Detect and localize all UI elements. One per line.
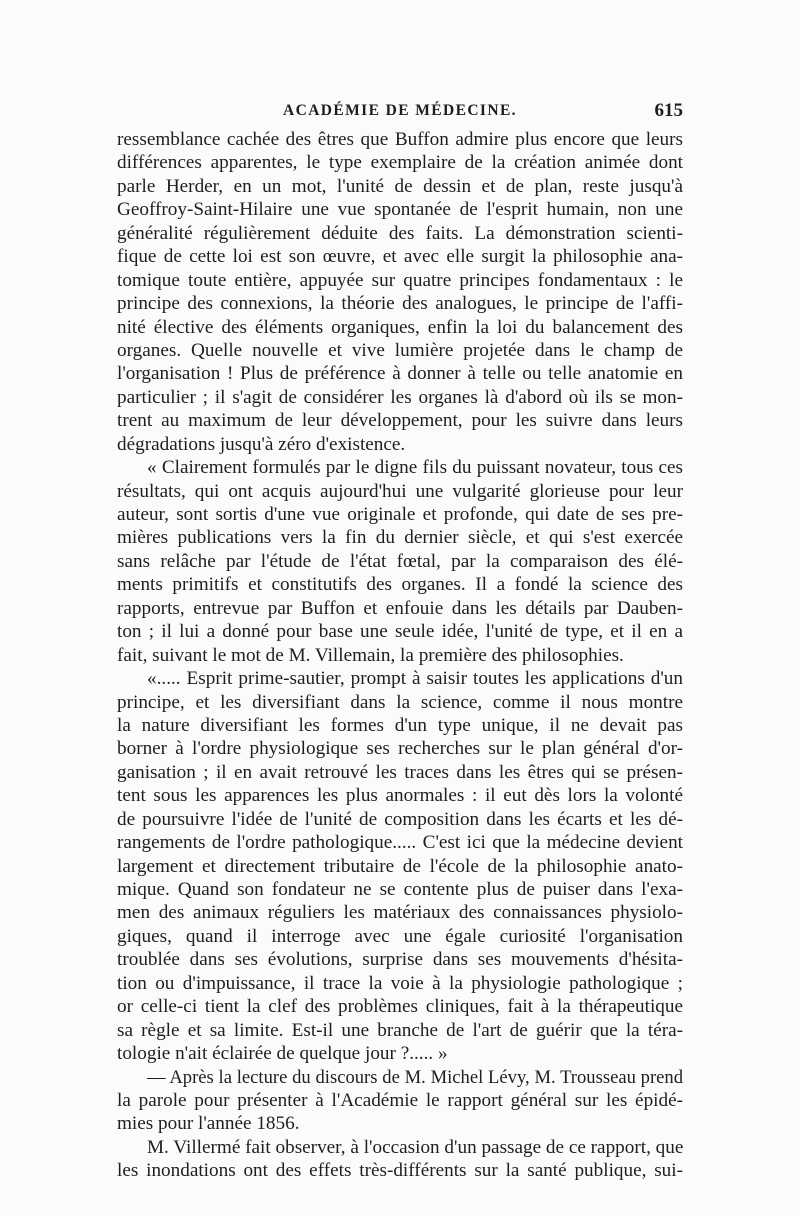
text-line: trent au maximum de leur développement, pour les suivre dans leurs: [117, 410, 683, 432]
text-line: tion ou d'impuissance, il trace la voie à la physiologie pathologique ;: [117, 972, 683, 994]
text-line: nité élective des éléments organiques, enfin la loi du balancement des: [117, 316, 683, 338]
text-line: principe, et les diversifiant dans la science, comme il nous montre: [117, 691, 683, 713]
text-line: or celle-ci tient la clef des problèmes cliniques, fait à la thérapeutique: [117, 996, 683, 1018]
text-line: «..... Esprit prime-sautier, prompt à saisir toutes les applications d'un: [147, 668, 683, 690]
text-line: dégradations jusqu'à zéro d'existence.: [117, 433, 406, 455]
text-line: de poursuivre l'idée de l'unité de composition dans les écarts et les dé-: [117, 808, 683, 830]
text-line: borner à l'ordre physiologique ses recherches sur le plan général d'or-: [117, 738, 683, 760]
text-line: — Après la lecture du discours de M. Michel Lévy, M. Trousseau prend: [147, 1066, 683, 1088]
text-line: la nature diversifiant les formes d'un type unique, il ne devait pas: [117, 714, 683, 736]
text-line: mières publications vers la fin du dernier siècle, et qui s'est exercée: [117, 527, 683, 549]
text-line: différences apparentes, le type exemplaire de la création animée dont: [117, 152, 683, 174]
text-line: troublée dans ses évolutions, surprise dans ses mouvements d'hésita-: [117, 949, 683, 971]
body-text: [117, 128, 683, 1183]
text-line: organes. Quelle nouvelle et vive lumière projetée dans le champ de: [117, 339, 683, 361]
running-head: [117, 100, 683, 122]
text-line: ressemblance cachée des êtres que Buffon admire plus encore que leurs: [117, 129, 683, 150]
text-line: l'organisation ! Plus de préférence à donner à telle ou telle anatomie en: [117, 363, 683, 385]
text-line: ments primitifs et constitutifs des organes. Il a fondé la science des: [117, 574, 683, 596]
text-line: particulier ; il s'agit de considérer les organes là d'abord où ils se mon-: [117, 386, 683, 408]
text-line: mies pour l'année 1856.: [117, 1113, 300, 1135]
text-line: tomique toute entière, appuyée sur quatre principes fondamentaux : le: [117, 269, 683, 291]
text-line: fique de cette loi est son œuvre, et avec elle surgit la philosophie ana-: [117, 246, 683, 268]
text-line: men des animaux réguliers les matériaux des connaissances physiolo-: [117, 902, 683, 924]
text-line: ton ; il lui a donné pour base une seule idée, l'unité de type, et il en a: [117, 621, 683, 643]
text-line: Geoffroy-Saint-Hilaire une vue spontanée de l'esprit humain, non une: [117, 199, 683, 221]
text-line: giques, quand il interroge avec une égale curiosité l'organisation: [117, 925, 683, 947]
text-line: parle Herder, en un mot, l'unité de dessin et de plan, reste jusqu'à: [117, 175, 683, 197]
text-line: les inondations ont des effets très-différents sur la santé publique, sui-: [117, 1160, 683, 1182]
text-line: largement et directement tributaire de l'école de la philosophie anato-: [117, 855, 683, 877]
text-line: mique. Quand son fondateur ne se contente plus de puiser dans l'exa-: [117, 879, 683, 900]
text-line: résultats, qui ont acquis aujourd'hui une vulgarité glorieuse pour leur: [117, 480, 683, 502]
text-line: généralité régulièrement déduite des faits. La démonstration scienti-: [117, 222, 683, 244]
text-line: tent sous les apparences les plus anormales : il eut dès lors la volonté: [117, 785, 683, 807]
running-title: ACADÉMIE DE MÉDECINE.: [283, 102, 517, 119]
text-line: auteur, sont sortis d'une vue originale et profonde, qui date de ses pre-: [117, 504, 683, 525]
page-number: 615: [654, 100, 683, 121]
text-line: sans relâche par l'étude de l'état fœtal, par la comparaison des élé-: [117, 550, 683, 572]
text-line: « Clairement formulés par le digne fils du puissant novateur, tous ces: [147, 457, 683, 479]
text-line: sa règle et sa limite. Est-il une branche de l'art de guérir que la téra-: [117, 1019, 683, 1041]
text-line: M. Villermé fait observer, à l'occasion d'un passage de ce rapport, que: [147, 1136, 684, 1158]
text-line: la parole pour présenter à l'Académie le rapport général sur les épidé-: [117, 1089, 683, 1111]
text-line: ganisation ; il en avait retrouvé les traces dans les êtres qui se présen-: [117, 761, 683, 783]
text-line: principe des connexions, la théorie des analogues, le principe de l'affi-: [117, 293, 683, 315]
text-line: fait, suivant le mot de M. Villemain, la première des philosophies.: [117, 644, 624, 666]
text-line: tologie n'ait éclairée de quelque jour ?..... »: [117, 1043, 448, 1065]
text-line: rangements de l'ordre pathologique..... C'est ici que la médecine devient: [117, 832, 683, 854]
text-line: rapports, entrevue par Buffon et enfouie dans les détails par Dauben-: [117, 597, 683, 619]
